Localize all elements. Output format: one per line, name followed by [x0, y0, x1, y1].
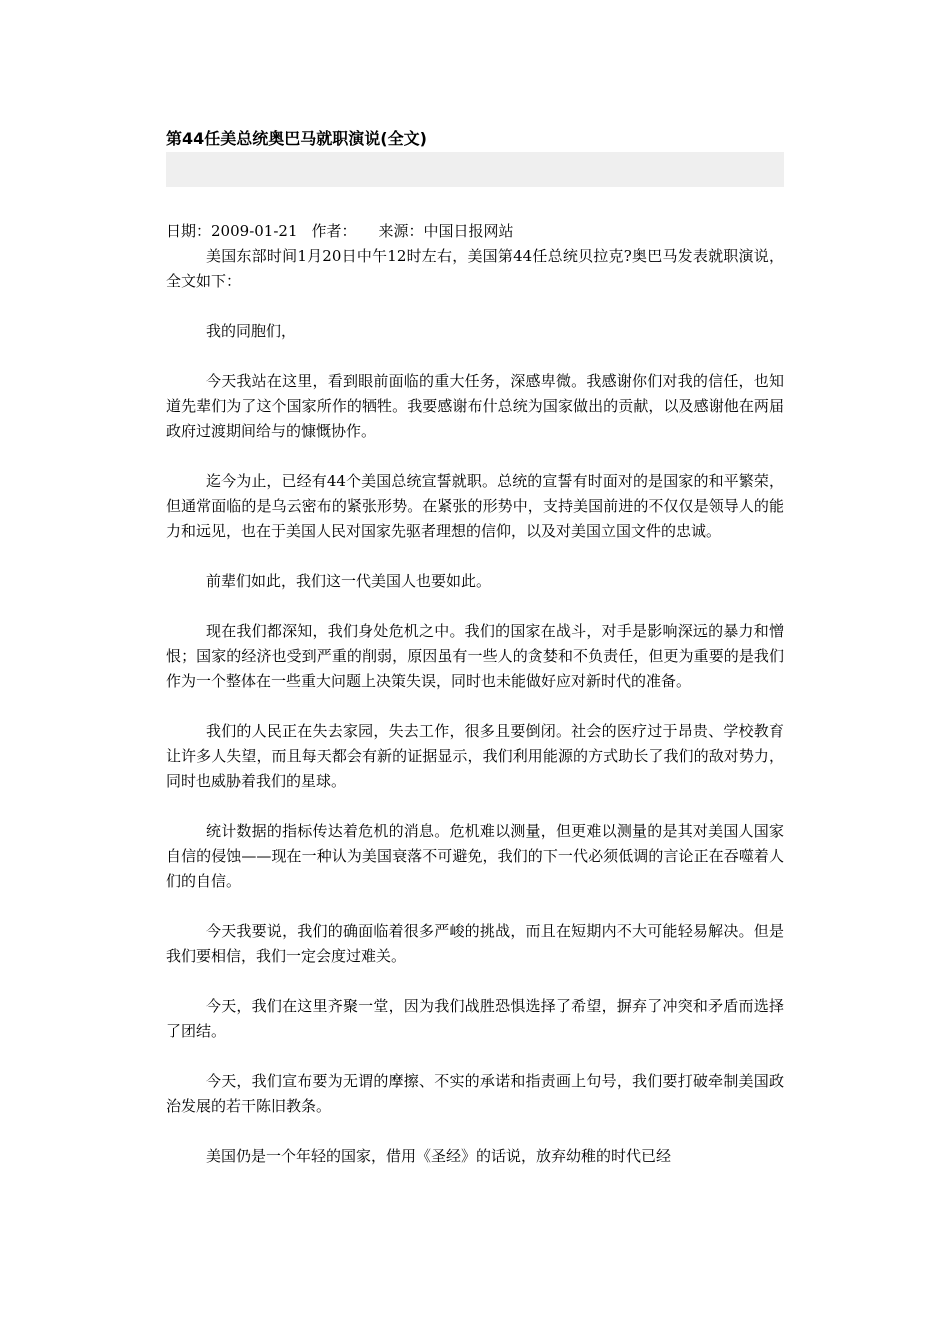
body-paragraph: 现在我们都深知，我们身处危机之中。我们的国家在战斗，对手是影响深远的暴力和憎恨；国家的经济也受到严重的削弱，原因虽有一些人的贪婪和不负责任，但更为重要的是我们作为一个整体在一些重大问题上决策失误，同时也未能做好应对新时代的准备。: [166, 622, 784, 690]
source-label: 来源：: [378, 222, 424, 240]
body-paragraph: 今天，我们宣布要为无谓的摩擦、不实的承诺和指责画上句号，我们要打破牵制美国政治发展的若干陈旧教条。: [166, 1072, 784, 1115]
body-paragraph: 今天，我们在这里齐聚一堂，因为我们战胜恐惧选择了希望，摒弃了冲突和矛盾而选择了团结。: [166, 997, 784, 1040]
body-paragraph: 统计数据的指标传达着危机的消息。危机难以测量，但更难以测量的是其对美国人国家自信的侵蚀——现在一种认为美国衰落不可避免，我们的下一代必须低调的言论正在吞噬着人们的自信。: [166, 822, 784, 890]
document-page: [166, 127, 784, 1169]
body-paragraph: 迄今为止，已经有44个美国总统宣誓就职。总统的宣誓有时面对的是国家的和平繁荣，但通常面临的是乌云密布的紧张形势。在紧张的形势中，支持美国前进的不仅仅是领导人的能力和远见，也在于美国人民对国家先驱者理想的信仰，以及对美国立国文件的忠诚。: [166, 472, 784, 540]
publish-date: 2009-01-21: [211, 222, 298, 240]
date-label: 日期：: [166, 222, 212, 240]
body-paragraph: 今天我要说，我们的确面临着很多严峻的挑战，而且在短期内不大可能轻易解决。但是我们要相信，我们一定会度过难关。: [166, 922, 784, 965]
author-label: 作者：: [311, 222, 357, 240]
article-meta: [166, 219, 784, 244]
body-paragraph: 我们的人民正在失去家园，失去工作，很多且要倒闭。社会的医疗过于昂贵、学校教育让许多人失望，而且每天都会有新的证据显示，我们利用能源的方式助长了我们的敌对势力，同时也威胁着我们的星球。: [166, 722, 784, 790]
body-paragraph: 我的同胞们，: [206, 322, 297, 340]
source-name: 中国日报网站: [423, 222, 514, 240]
body-paragraph: 美国仍是一个年轻的国家，借用《圣经》的话说，放弃幼稚的时代已经: [206, 1147, 672, 1165]
article-title: 第44任美总统奥巴马就职演说(全文): [166, 129, 427, 148]
body-paragraph: 今天我站在这里，看到眼前面临的重大任务，深感卑微。我感谢你们对我的信任，也知道先辈们为了这个国家所作的牺牲。我要感谢布什总统为国家做出的贡献，以及感谢他在两届政府过渡期间给与的慷慨协作。: [166, 372, 784, 440]
intro-paragraph: 美国东部时间1月20日中午12时左右，美国第44任总统贝拉克?奥巴马发表就职演说，全文如下：: [166, 247, 784, 290]
title-divider-band: [166, 152, 784, 187]
body-paragraph: 前辈们如此，我们这一代美国人也要如此。: [206, 572, 492, 590]
